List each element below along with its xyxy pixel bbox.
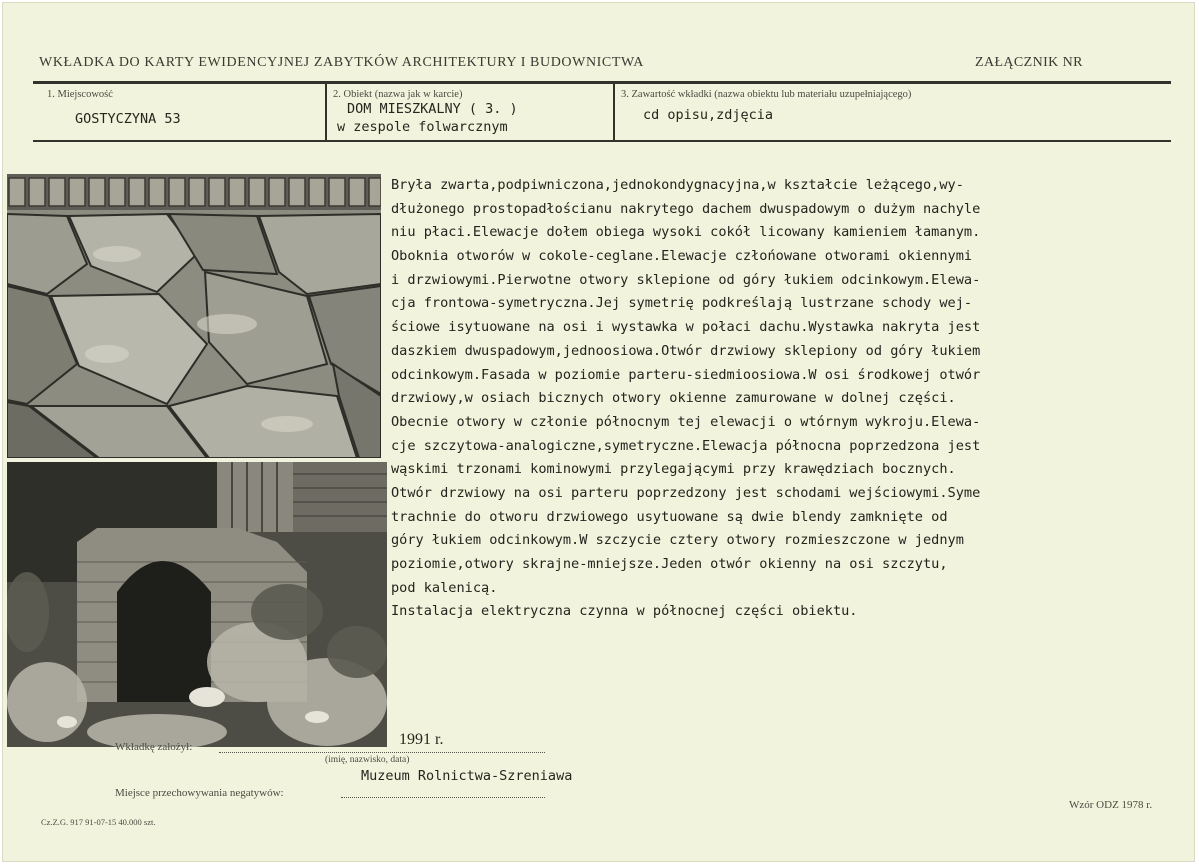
contents-label: 3. Zawartość wkładki (nazwa obiektu lub materiału uzupełniającego) [621, 89, 912, 100]
name-hint: (imię, nazwisko, data) [325, 755, 410, 765]
description-line: pod kalenicą. [391, 579, 498, 596]
storage-line [341, 797, 545, 798]
description-line: Obecnie otwory w członie północnym tej elewacji o wtórnym wykroju.Elewa- [391, 413, 981, 430]
form-title: WKŁADKA DO KARTY EWIDENCYJNEJ ZABYTKÓW ARCHITEKTURY I BUDOWNICTWA [39, 55, 644, 70]
form-model: Wzór ODZ 1978 r. [1069, 799, 1153, 811]
description-line: trachnie do otworu drzwiowego usytuowane są dwie blendy zamknięte od [391, 508, 948, 525]
description-line: i drzwiowymi.Pierwotne otwory sklepione od góry łukiem odcinkowym.Elewa- [391, 271, 981, 288]
locality-label: 1. Miejscowość [47, 89, 113, 100]
prepared-by-label: Wkładkę założył: [115, 741, 193, 753]
stone-plinth-image [7, 174, 381, 458]
object-label: 2. Obiekt (nazwa jak w karcie) [333, 89, 463, 100]
description-text [391, 174, 1131, 624]
cellar-entrance-image [7, 462, 387, 747]
description-line: drzwiowy,w osiach bicznych otwory okienne zamurowane w dolnej części. [391, 390, 956, 407]
description-line: Oboknia otworów w cokole-ceglane.Elewacje człońowane otworami okiennymi [391, 248, 973, 265]
prepared-year: 1991 r. [399, 731, 444, 748]
header-rule-bottom [33, 140, 1171, 142]
print-info: Cz.Z.G. 917 91-07-15 40.000 szt. [41, 817, 156, 827]
description-line: Bryła zwarta,podpiwniczona,jednokondygnacyjna,w kształcie leżącego,wy- [391, 177, 964, 193]
photo-stone-plinth [7, 174, 381, 458]
description-line: cja frontowa-symetryczna.Jej symetrię podkreślają lustrzane schody wej- [391, 295, 973, 312]
field-divider-2 [613, 83, 615, 140]
description-line: niu płaci.Elewacje dołem obiega wysoki cokół licowany kamieniem łamanym. [391, 224, 981, 241]
description-line: cje szczytowa-analogiczne,symetryczne.Elewacja północna poprzedzona jest [391, 437, 981, 454]
description-line: odcinkowym.Fasada w poziomie parteru-siedmioosiowa.W osi środkowej otwór [391, 366, 981, 383]
description-line: daszkiem dwuspadowym,jednoosiowa.Otwór drzwiowy sklepiony od góry łukiem [391, 342, 981, 359]
description-line: Otwór drzwiowy na osi parteru poprzedzony jest schodami wejściowymi.Syme [391, 484, 981, 501]
description-line: dłużonego prostopadłościanu nakrytego dachem dwuspadowym o dużym nachyle [391, 200, 981, 217]
description-line: wąskimi trzonami kominowymi przylegającymi przy krawędziach bocznych. [391, 461, 956, 478]
photo-cellar-entrance [7, 462, 387, 747]
description-line: ściowe isytuowane na osi i wystawka w połaci dachu.Wystawka nakryta jest [391, 319, 981, 336]
object-value-line2: w zespole folwarcznym [337, 119, 508, 135]
description-line: góry łukiem odcinkowym.W szczycie cztery otwory rozmieszczone w jednym [391, 532, 964, 549]
storage-label: Miejsce przechowywania negatywów: [115, 787, 284, 799]
prepared-by-line [219, 752, 545, 753]
record-sheet [2, 2, 1195, 862]
object-value-line1: DOM MIESZKALNY ( 3. ) [347, 101, 518, 117]
field-divider-1 [325, 83, 327, 140]
header-rule-top [33, 81, 1171, 84]
contents-value: cd opisu,zdjęcia [643, 107, 774, 123]
description-line: poziomie,otwory skrajne-mniejsze.Jeden otwór okienny na osi szczytu, [391, 556, 948, 572]
attachment-number: ZAŁĄCZNIK NR [975, 55, 1083, 70]
storage-value: Muzeum Rolnictwa-Szreniawa [361, 768, 573, 784]
locality-value: GOSTYCZYNA 53 [75, 111, 181, 127]
description-line: Instalacja elektryczna czynna w północnej części obiektu. [391, 603, 858, 620]
